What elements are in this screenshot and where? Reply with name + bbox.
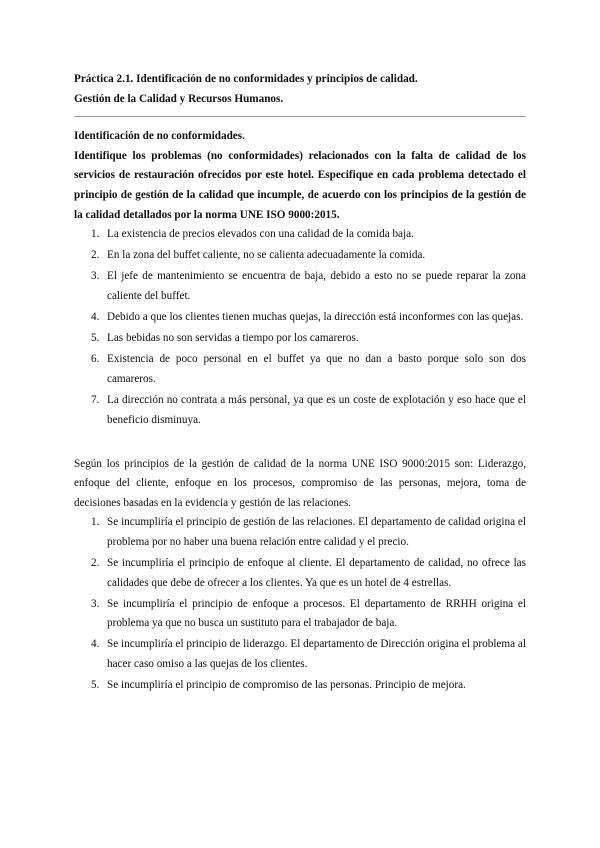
list-item-text: Se incumpliría el principio de liderazgo. El departamento de Dirección origina el problema al hacer caso omiso a las quejas de los clientes. — [107, 638, 526, 671]
document-page — [74, 70, 526, 697]
list-item — [74, 635, 526, 674]
list-item-text: Se incumpliría el principio de compromiso de las personas. Principio de mejora. — [107, 679, 466, 692]
list-item-number: 1. — [91, 228, 100, 241]
list-item — [74, 267, 526, 306]
list-item-text: Existencia de poco personal en el buffet ya que no dan a basto porque solo son dos camareros. — [107, 353, 526, 385]
list-item-number: 7. — [91, 393, 100, 406]
list-item — [74, 554, 526, 593]
list-item-text: Se incumpliría el principio de gestión de las relaciones. El departamento de calidad origina el problema por no haber una buena relación entre calidad y el precio. — [107, 516, 526, 548]
list-item-text: Las bebidas no son servidas a tiempo por los camareros. — [107, 332, 359, 345]
list-item-number: 5. — [91, 332, 100, 345]
list-item-text: La dirección no contrata a más personal, ya que es un coste de explotación y eso hace que el beneficio disminuya. — [107, 393, 526, 426]
list-item-number: 3. — [91, 597, 100, 610]
list-item-number: 4. — [91, 311, 100, 324]
section1-instruction: Identifique los problemas (no conformidades) relacionados con la falta de calidad de los servicios de restauración ofrecidos por este hotel. Especifique en cada problema detectado el principio de gestión de la calidad que incumple, de acuerdo con los principios de la gestión de la calidad detallados por la norma UNE ISO 9000:2015. — [74, 149, 526, 221]
list-item — [74, 676, 526, 696]
list-item-text: El jefe de mantenimiento se encuentra de baja, debido a esto no se puede reparar la zona caliente del buffet. — [107, 270, 526, 302]
list-item-number: 2. — [91, 249, 100, 262]
nonconformity-list — [74, 225, 526, 430]
section2-intro: Según los principios de la gestión de calidad de la norma UNE ISO 9000:2015 son: Liderazgo, enfoque del cliente, enfoque en los procesos, compromiso de las personas, mejora, toma de decisiones basadas en la evidencia y gestión de las relaciones. — [74, 457, 526, 509]
list-item-number: 3. — [91, 270, 100, 283]
list-item-text: Se incumpliría el principio de enfoque al cliente. El departamento de calidad, no ofrece las calidades que debe de ofrecer a los clientes. Ya que es un hotel de 4 estrellas. — [107, 557, 526, 589]
list-item — [74, 329, 526, 349]
list-item — [74, 225, 526, 245]
list-item-text: En la zona del buffet caliente, no se calienta adecuadamente la comida. — [107, 249, 426, 262]
section-spacer — [74, 432, 526, 455]
principles-list — [74, 513, 526, 695]
list-item — [74, 308, 526, 328]
list-item-text: La existencia de precios elevados con una calidad de la comida baja. — [107, 228, 414, 241]
list-item-text: Debido a que los clientes tienen muchas quejas, la dirección está inconformes con las quejas. — [107, 311, 524, 324]
list-item — [74, 350, 526, 389]
list-item-number: 4. — [91, 638, 100, 651]
section1-heading: Identificación de no conformidades. — [74, 130, 245, 143]
list-item — [74, 391, 526, 430]
document-title-line2: Gestión de la Calidad y Recursos Humanos. — [74, 92, 284, 105]
list-item-number: 5. — [91, 679, 100, 692]
list-item — [74, 595, 526, 634]
list-item-text: Se incumpliría el principio de enfoque a procesos. El departamento de RRHH origina el problema ya que no busca un sustituto para el trabajador de baja. — [107, 597, 526, 630]
list-item-number: 2. — [91, 557, 100, 570]
list-item-number: 6. — [91, 353, 100, 366]
list-item — [74, 246, 526, 266]
header-divider — [74, 116, 526, 117]
list-item-number: 1. — [91, 516, 100, 529]
list-item — [74, 513, 526, 552]
document-title-line1: Práctica 2.1. Identificación de no conformidades y principios de calidad. — [74, 73, 418, 85]
